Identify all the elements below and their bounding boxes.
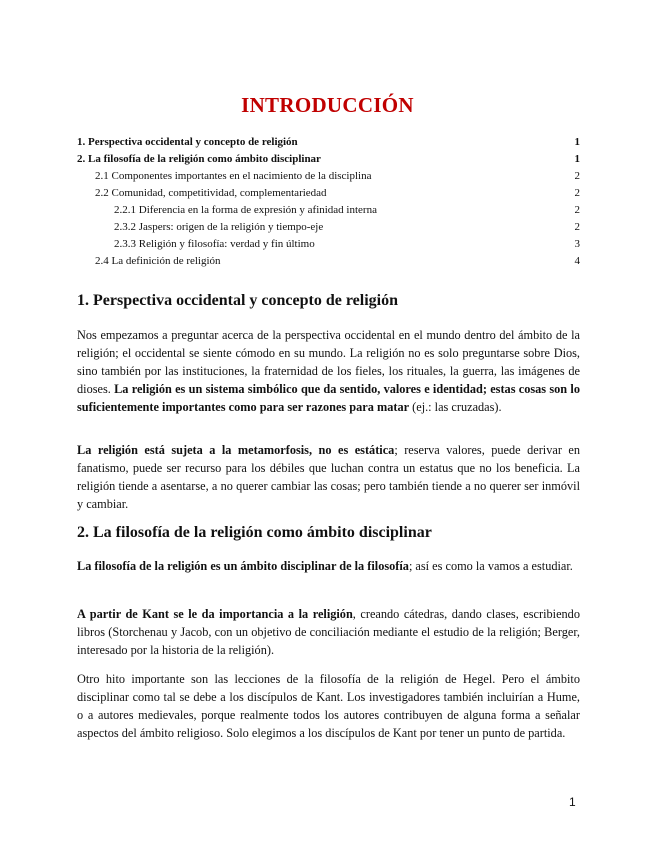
toc-entry[interactable] [77,253,580,270]
toc-entry-page: 4 [574,255,580,267]
paragraph [77,326,580,416]
paragraph: Otro hito importante son las lecciones de la filosofía de la religión de Hegel. Pero el ámbito disciplinar como tal se debe a los discípulos de Kant. Los investigadores también incluirían a Hume, o a autores medievales, porque realmente todos los autores contribuyen de alguna forma a señalar aspectos del ámbito religioso. Solo elegimos a los discípulos de Kant por tener un punto de partida. [77,672,580,740]
toc-entry-page: 2 [574,187,580,199]
paragraph-bold-text: A partir de Kant se le da importancia a la religión [77,607,353,621]
toc-entry-page: 2 [574,204,580,216]
toc-entry-text: 2.3.3 Religión y filosofía: verdad y fin último [114,238,315,250]
section-heading: 1. Perspectiva occidental y concepto de religión [77,292,398,309]
paragraph-text: ; así es como la vamos a estudiar. [408,559,573,573]
toc-entry-page: 1 [574,153,580,165]
table-of-contents [77,134,580,270]
toc-entry[interactable] [77,219,580,236]
toc-entry-text: 1. Perspectiva occidental y concepto de religión [77,136,298,148]
toc-entry-text: 2.2 Comunidad, competitividad, complementariedad [95,187,327,199]
toc-entry-text: 2.1 Componentes importantes en el nacimiento de la disciplina [95,170,372,182]
document-title: INTRODUCCIÓN [241,93,414,117]
section-heading: 2. La filosofía de la religión como ámbito disciplinar [77,524,432,541]
toc-entry-text: 2.3.2 Jaspers: origen de la religión y tiempo-eje [114,221,324,233]
paragraph [77,441,580,513]
paragraph-text: ; reserva valores, puede derivar en fanatismo, puede ser recurso para los débiles que luchan contra un estatus que no los beneficia. La religión tiende a asentarse, a no querer cambiar las cosas; pero también tiende a no querer ser inmóvil y cambiar. [77,443,580,511]
toc-entry[interactable] [77,168,580,185]
paragraph [77,605,580,659]
toc-entry[interactable] [77,185,580,202]
toc-entry[interactable] [77,236,580,253]
toc-entry-page: 1 [574,136,580,148]
paragraph-text: (ej.: las cruzadas). [409,400,502,414]
paragraph-bold-text: La filosofía de la religión es un ámbito disciplinar de la filosofía [77,559,409,573]
toc-entry-page: 2 [574,170,580,182]
page-number: 1 [569,795,576,809]
toc-entry[interactable] [77,202,580,219]
toc-entry[interactable] [77,151,580,168]
paragraph-text: Nos empezamos a preguntar acerca de la perspectiva occidental en el mundo dentro del ámbito de la religión; el occidental se siente cómodo en su mundo. La religión no es solo preguntarse sobre Dios, sino también por las instituciones, la fraternidad de los fieles, los rituales, la guerra, las imágenes de dioses. [77,328,580,396]
paragraph-bold-text: La religión está sujeta a la metamorfosis, no es estática [77,443,395,457]
toc-entry[interactable] [77,134,580,151]
toc-entry-text: 2.2.1 Diferencia en la forma de expresión y afinidad interna [114,204,377,216]
toc-entry-text: 2.4 La definición de religión [95,255,221,267]
paragraph-text: , creando cátedras, dando clases, escribiendo libros (Storchenau y Jacob, con un objetivo de conciliación mediante el estudio de la religión; Berger, interesado por la historia de la religión). [77,607,580,657]
paragraph-bold-text: La religión es un sistema simbólico que da sentido, valores e identidad; estas cosas son lo suficientemente importantes como para ser razones para matar [77,382,580,414]
toc-entry-text: 2. La filosofía de la religión como ámbito disciplinar [77,153,321,165]
toc-entry-page: 2 [574,221,580,233]
toc-entry-page: 3 [574,238,580,250]
paragraph [77,557,580,575]
